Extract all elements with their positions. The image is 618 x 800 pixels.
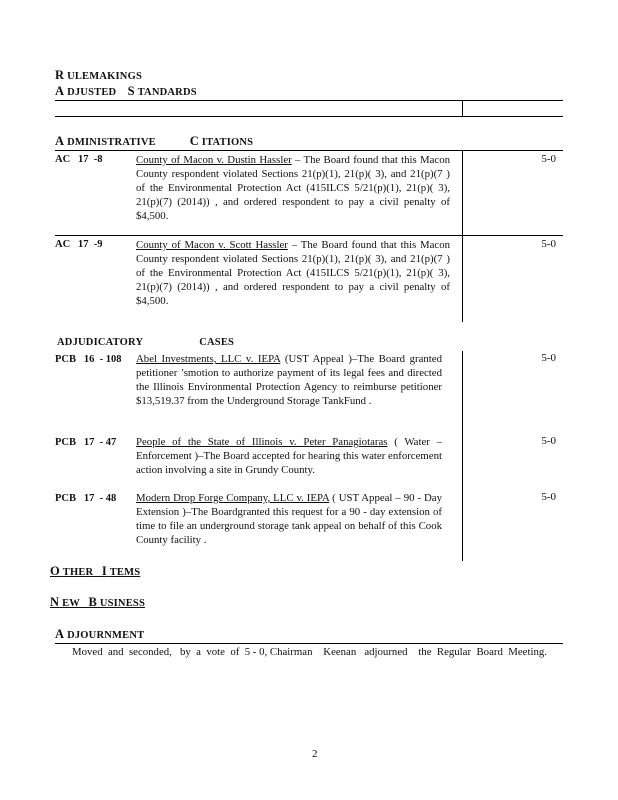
- adjournment-text: Moved and seconded, by a vote of 5 - 0, Chairman Keenan adjourned the Regular Board Meeting.: [72, 646, 547, 658]
- admin-citations-rule: [55, 150, 563, 151]
- heading-other-items: O THER I TEMS: [50, 564, 141, 578]
- case-number: AC 17 -8: [55, 154, 103, 165]
- vote-result: 5-0: [541, 352, 556, 364]
- heading-adjusted-standards: A DJUSTED S TANDARDS: [55, 84, 197, 98]
- heading-administrative-citations: A DMINISTRATIVE C ITATIONS: [55, 134, 254, 148]
- case-number: PCB 17 - 48: [55, 493, 117, 504]
- vote-result: 5-0: [541, 491, 556, 503]
- case-description: Modern Drop Forge Company, LLC v. IEPA ( UST Appeal – 90 - Day Extension )–The Boardgranted this request for a 90 - day extension of time to file an underground storage tank appeal on behalf of this Cook County facility .: [136, 492, 442, 546]
- case-description: Abel Investments, LLC v. IEPA (UST Appeal )–The Board granted petitioner ’smotion to authorize payment of its legal fees and directed the Illinois Environmental Protection Agency to reimburse petitioner $13,519.37 from the Underground Storage TankFund .: [136, 353, 443, 407]
- adjournment-rule: [55, 643, 563, 644]
- heading-adjournment: A DJOURNMENT: [55, 627, 145, 641]
- heading-new-business: N EW B USINESS: [50, 595, 146, 609]
- vote-result: 5-0: [541, 435, 556, 447]
- vote-result: 5-0: [541, 238, 556, 250]
- heading-adjudicatory-cases: ADJUDICATORY CASES: [57, 337, 235, 348]
- case-title: County of Macon v. Scott Hassler: [136, 239, 288, 251]
- case-number: PCB 16 - 108: [55, 354, 122, 365]
- case-description: People of the State of Illinois v. Peter Panagiotaras ( Water – Enforcement )–The Board accepted for hearing this water enforcement action involving a site in Grundy County.: [136, 436, 442, 476]
- adjusted-standards-rule: [55, 100, 563, 101]
- adjusted-standards-divider: [462, 100, 463, 116]
- case-title: County of Macon v. Dustin Hassler: [136, 154, 292, 166]
- page-number: 2: [312, 748, 318, 760]
- admin-citations-divider: [462, 150, 463, 322]
- admin-citations-row-rule: [55, 235, 563, 236]
- heading-rulemakings: R ULEMAKINGS: [55, 68, 142, 82]
- case-number: AC 17 -9: [55, 239, 103, 250]
- adjusted-standards-bottom-rule: [55, 116, 563, 117]
- case-title: Abel Investments, LLC v. IEPA: [136, 353, 281, 365]
- case-number: PCB 17 - 47: [55, 437, 117, 448]
- adjudicatory-divider: [462, 351, 463, 561]
- case-description: County of Macon v. Dustin Hassler – The Board found that this Macon County respondent violated Sections 21(p)(1), 21(p)( 3), and 21(p)(7 ) of the Environmental Protection Act (415ILCS 5/21(p)(1), 21(p)( 3), 21(p)(7) (2014)) , and ordered respondent to pay a civil penalty of $4,500.: [136, 154, 451, 222]
- case-title: Modern Drop Forge Company, LLC v. IEPA: [136, 492, 330, 504]
- case-description: County of Macon v. Scott Hassler – The Board found that this Macon County respondent violated Sections 21(p)(1), 21(p)( 3), and 21(p)(7 ) of the Environmental Protection Act (415ILCS 5/21(p)(1), 21(p)( 3), 21(p)(7) (2014)) , and ordered respondent to pay a civil penalty of $4,500.: [136, 239, 450, 307]
- case-title: People of the State of Illinois v. Peter Panagiotaras: [136, 436, 388, 448]
- vote-result: 5-0: [541, 153, 556, 165]
